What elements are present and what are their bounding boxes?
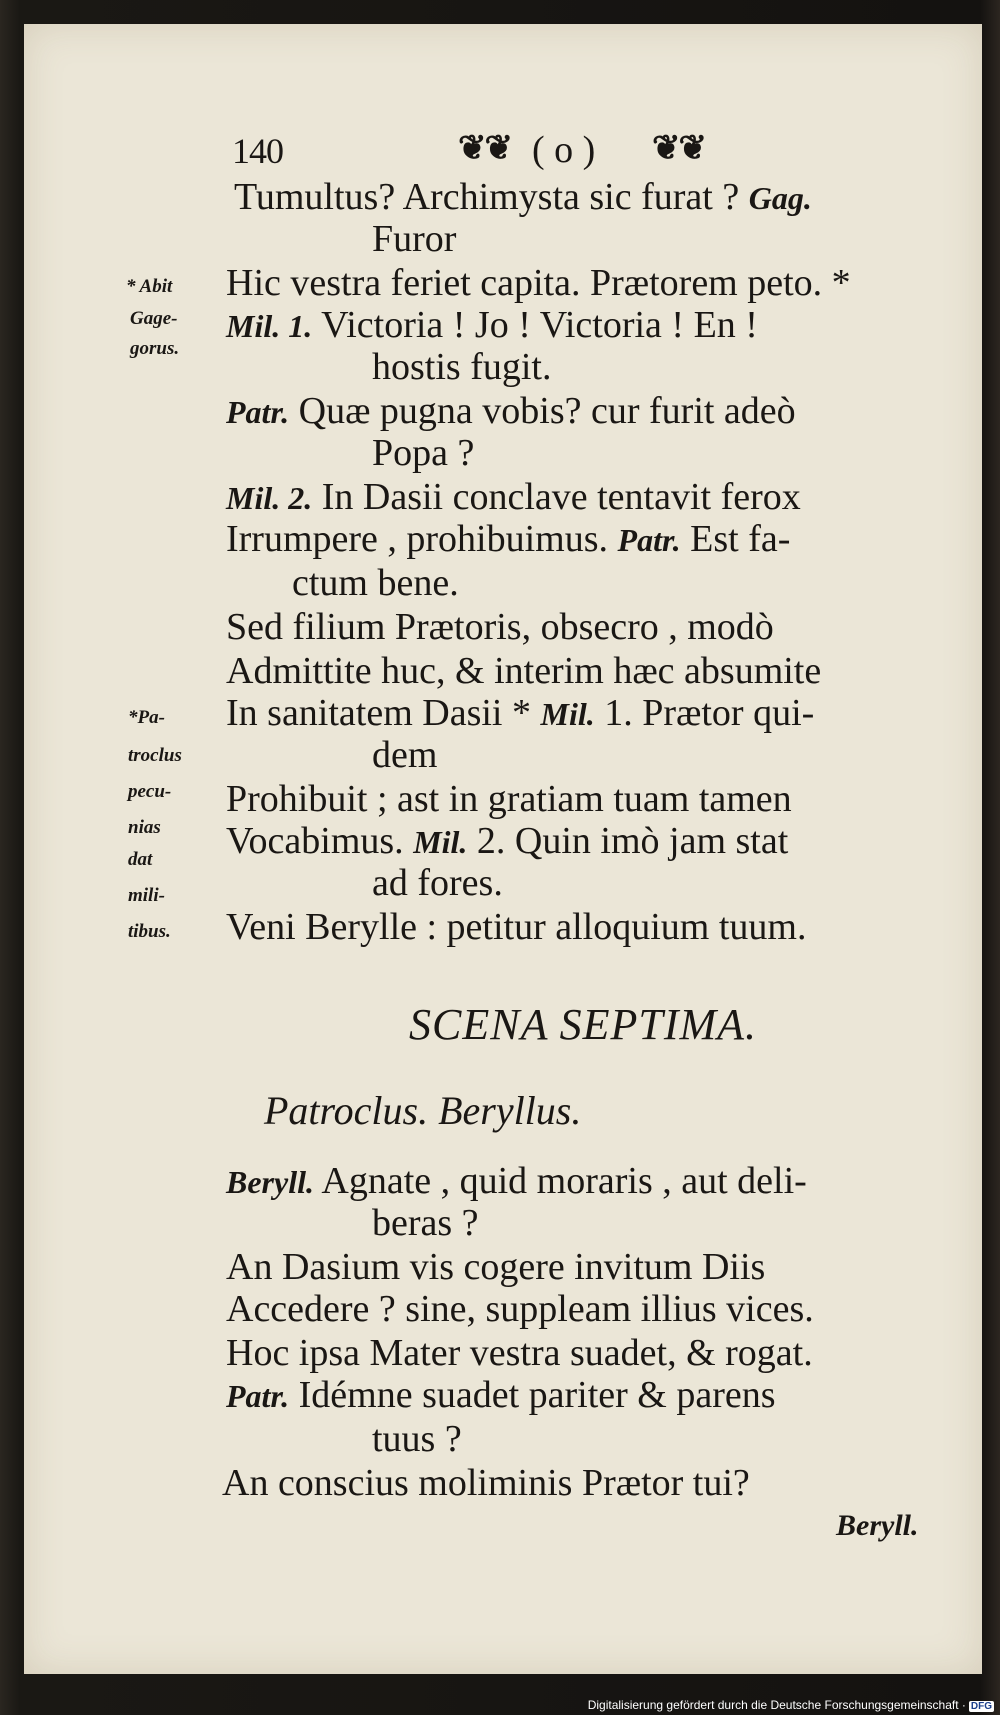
text-line bbox=[226, 820, 788, 863]
catchword: Beryll. bbox=[836, 1509, 919, 1542]
margin-note: troclus bbox=[128, 745, 182, 766]
margin-note: gorus. bbox=[130, 338, 180, 359]
text-line bbox=[234, 176, 812, 219]
margin-note: nias bbox=[128, 817, 161, 838]
verse-text: Irrumpere , prohibuimus. bbox=[226, 518, 609, 560]
page-number: 140 bbox=[232, 131, 283, 171]
margin-note: Gage- bbox=[130, 308, 178, 329]
margin-note: * Abit bbox=[126, 276, 173, 297]
margin-note: mili- bbox=[128, 885, 165, 906]
verse-text: Est fa- bbox=[690, 518, 791, 560]
text-line bbox=[226, 304, 758, 347]
verse-text: In sanitatem Dasii * bbox=[226, 692, 531, 734]
ornament-left-icon: ❦❦ bbox=[458, 130, 511, 167]
text-line bbox=[226, 1374, 776, 1417]
credit-text: Digitalisierung gefördert durch die Deutsche Forschungsgemeinschaft · bbox=[587, 1698, 966, 1712]
ornament-right-icon: ❦❦ bbox=[652, 130, 705, 167]
text-line bbox=[226, 476, 801, 519]
text-line: Hoc ipsa Mater vestra suadet, & rogat. bbox=[226, 1332, 813, 1374]
digitization-credit bbox=[588, 1698, 994, 1712]
speaker-label: Gag. bbox=[748, 180, 812, 216]
margin-note: tibus. bbox=[128, 921, 171, 942]
text-line: hostis fugit. bbox=[372, 346, 552, 388]
speaker-label: Beryll. bbox=[226, 1164, 314, 1200]
text-line: Popa ? bbox=[372, 432, 475, 474]
text-line: beras ? bbox=[372, 1202, 479, 1244]
page-header bbox=[232, 124, 972, 172]
verse-text: Idémne suadet pariter & parens bbox=[298, 1374, 776, 1416]
margin-note: *Pa- bbox=[128, 707, 165, 728]
text-line bbox=[226, 1160, 807, 1203]
header-center-mark: ( o ) bbox=[532, 129, 596, 171]
speaker-label: Patr. bbox=[226, 394, 290, 430]
text-line: Accedere ? sine, suppleam illius vices. bbox=[226, 1288, 814, 1330]
text-line: ctum bene. bbox=[292, 562, 459, 604]
speaker-label: Mil. bbox=[540, 696, 595, 732]
text-line: Prohibuit ; ast in gratiam tuam tamen bbox=[226, 778, 792, 820]
text-line: Veni Berylle : petitur alloquium tuum. bbox=[226, 906, 807, 948]
verse-text: Vocabimus. bbox=[226, 820, 404, 862]
speaker-label: Mil. 1. bbox=[226, 308, 313, 344]
scene-title: SCENA SEPTIMA. bbox=[409, 1000, 758, 1049]
verse-text: Quæ pugna vobis? cur furit adeò bbox=[298, 390, 796, 432]
speaker-label: Mil. 2. bbox=[226, 480, 313, 516]
text-line bbox=[226, 692, 814, 735]
text-line: An conscius moliminis Prætor tui? bbox=[222, 1462, 750, 1504]
text-line: ad fores. bbox=[372, 862, 503, 904]
text-line: tuus ? bbox=[372, 1418, 462, 1460]
scene-persons: Patroclus. Beryllus. bbox=[264, 1088, 582, 1133]
book-page bbox=[24, 24, 982, 1674]
margin-note: dat bbox=[128, 849, 153, 870]
text-line: Hic vestra feriet capita. Prætorem peto. * bbox=[226, 262, 851, 304]
speaker-label: Mil. bbox=[413, 824, 468, 860]
text-line bbox=[226, 390, 796, 433]
text-line: An Dasium vis cogere invitum Diis bbox=[226, 1246, 766, 1288]
margin-note: pecu- bbox=[128, 781, 172, 802]
speaker-label: Patr. bbox=[617, 522, 681, 558]
verse-text: Tumultus? Archimysta sic furat ? bbox=[234, 176, 740, 218]
dfg-logo-icon: DFG bbox=[970, 1701, 992, 1712]
text-line: Sed filium Prætoris, obsecro , modò bbox=[226, 606, 774, 648]
verse-text: 1. Prætor qui- bbox=[604, 692, 815, 734]
text-line: dem bbox=[372, 734, 438, 776]
text-line: Furor bbox=[372, 218, 457, 260]
verse-text: Agnate , quid moraris , aut deli- bbox=[321, 1160, 807, 1202]
text-line: Admittite huc, & interim hæc absumite bbox=[226, 650, 822, 692]
verse-text: 2. Quin imò jam stat bbox=[476, 820, 789, 862]
text-line bbox=[226, 518, 790, 561]
verse-text: In Dasii conclave tentavit ferox bbox=[321, 476, 801, 518]
verse-text: Victoria ! Jo ! Victoria ! En ! bbox=[321, 304, 758, 346]
speaker-label: Patr. bbox=[226, 1378, 290, 1414]
